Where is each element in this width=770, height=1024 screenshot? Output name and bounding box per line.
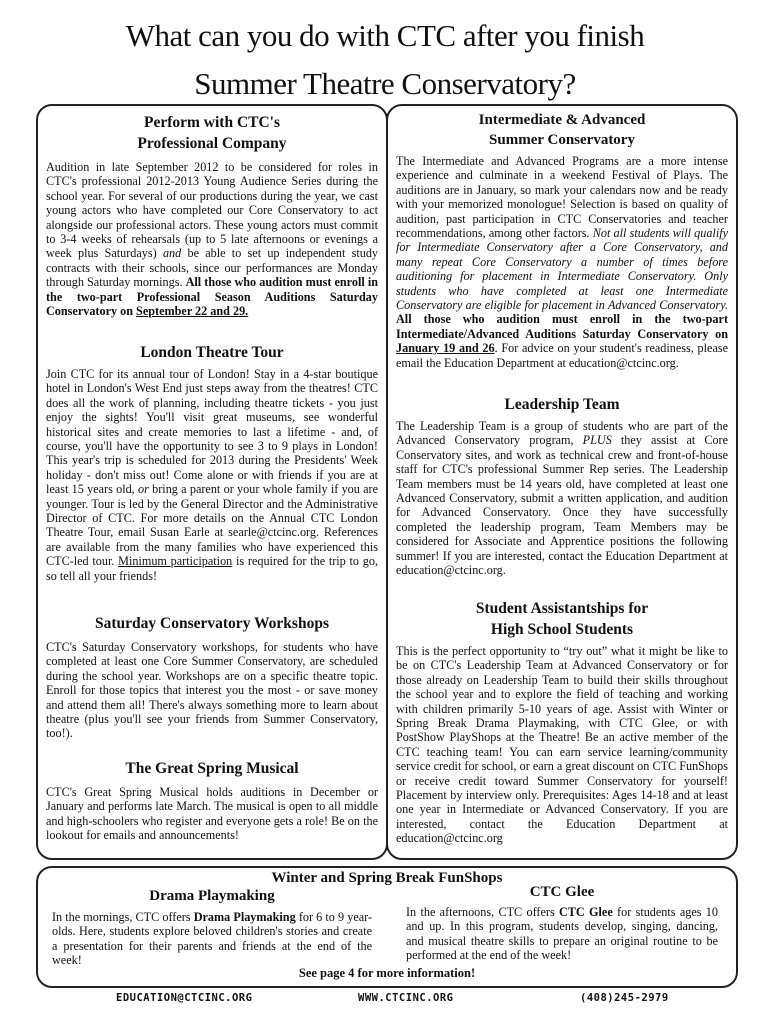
- intermediate-audition-dates: January 19 and 26: [396, 341, 495, 356]
- intermediate-body: [396, 154, 728, 370]
- right-column-box: [386, 104, 738, 860]
- intermediate-heading-line2: Summer Conservatory: [489, 132, 635, 148]
- london-section: [46, 342, 378, 583]
- see-page-note: See page 4 for more information!: [298, 966, 476, 980]
- london-heading: London Theatre Tour: [140, 344, 284, 361]
- assistantship-body: This is the perfect opportunity to “try out” what it might be like to be on CTC's Leadership Team at Advanced Conservatory or for those already on Leadership Team to build their skills throughout the school year and to explore the field of teaching and working with children primarily 5-10 years of age. Assist with Winter or Spring Break Drama Playmaking, with CTC Glee, or with PostShow PlayShops at the Theatre! Be an active member of the CTC teaching team! You can earn service learning/community service credit for school, or earn a great discount on CTC FunShops or receive credit toward Summer Conservatory for yourself! Placement by interview only. Prerequisites: Ages 14-18 and at least one year in Intermediate or Advanced Conservatory. If you are interested, contact the Education Department at education@ctcinc.org: [396, 644, 728, 846]
- musical-body: CTC's Great Spring Musical holds auditions in December or January and performs late March. The musical is open to all middle and high-schoolers who register and everyone gets a role! Be on the lookout for emails and announcements!: [46, 785, 378, 843]
- leadership-body: [396, 419, 728, 577]
- page-title-line1: What can you do with CTC after you finish: [125, 18, 645, 53]
- intermediate-text-2: . For advice on your student's readiness, please email the Education Department at education@ctcinc.org.: [396, 341, 729, 370]
- leadership-text-2: they assist at Core Conservatory sites, and work as technical crew and front-of-house staff for CTC's professional Summer Rep series. The Leadership Team members must be 14 years old, have completed at least one Advanced Conservatory, submit a written application, and audition for Advanced Conservatory. Once they have successfully completed the leadership program, Team Members may be considered for Associate and Apprentice positions the following summer! If you are interested, contact the Education Department at education@ctcinc.org.: [396, 433, 729, 578]
- perform-section: [46, 112, 378, 318]
- drama-body: [52, 910, 372, 968]
- glee-body: [406, 905, 718, 963]
- assistantship-heading-line1: Student Assistantships for: [475, 600, 649, 617]
- perform-text: Audition in late September 2012 to be considered for roles in CTC's professional 2012-2013 Young Audience Series during the school year. For several of our productions during the year, we cast young actors who have completed our Core Conservatory to act alongside our professional actors. These young actors must commit to 3-4 weeks of rehearsals (up to 5 late afternoons or evenings a week plus Saturdays): [46, 160, 378, 261]
- perform-body: [46, 160, 378, 318]
- footer-email: EDUCATION@CTCINC.ORG: [116, 992, 253, 1004]
- perform-heading-line1: Perform with CTC's: [143, 114, 281, 131]
- intermediate-section: [396, 110, 728, 370]
- glee-program-name: CTC Glee: [559, 905, 613, 919]
- left-column-box: [36, 104, 388, 860]
- assistantship-heading-line2: High School Students: [490, 621, 634, 638]
- leadership-text: The Leadership Team is a group of students who are part of the Advanced Conservatory program,: [396, 419, 728, 448]
- ctc-glee-section: [406, 882, 718, 963]
- leadership-heading: Leadership Team: [504, 396, 620, 413]
- musical-heading: The Great Spring Musical: [125, 760, 299, 777]
- funshops-box: [36, 866, 738, 988]
- drama-program-name: Drama Playmaking: [193, 910, 296, 924]
- intermediate-text: The Intermediate and Advanced Programs are a more intense experience and culminate in a weekend Festival of Plays. The auditions are in January, so mark your calendars now and be ready with your memorized monologue! Selection is based on quality of audition, past participation in CTC Conservatories and teacher recommendations, among other factors.: [396, 154, 728, 241]
- glee-text: In the afternoons, CTC offers: [406, 905, 555, 919]
- intermediate-heading-line1: Intermediate & Advanced: [478, 112, 646, 128]
- drama-playmaking-section: [52, 886, 372, 968]
- footer-website: WWW.CTCINC.ORG: [358, 992, 454, 1004]
- musical-section: [46, 758, 378, 843]
- leadership-plus: PLUS: [582, 433, 612, 448]
- workshops-section: [46, 613, 378, 741]
- london-minimum: Minimum participation: [118, 554, 233, 569]
- london-or: or: [138, 482, 149, 497]
- intermediate-italic-note: Not all students will qualify for Intermediate Conservatory after a Core Conservatory, and many repeat Core Conservatory a number of times before auditioning for placement in Intermediate Conservatory. Only students who have completed at least one Intermediate Conservatory are eligible for placement in Advanced Conservatory.: [396, 226, 729, 313]
- london-text: Join CTC for its annual tour of London! Stay in a 4-star boutique hotel in London's West End just steps away from the theatres! CTC does all the work of planning, including theatre tickets - you just enjoy the sights! You'll visit great museums, see wonderful historical sites and create memories to last a lifetime - and, of course, you'll have the opportunity to see 3 to 9 plays in London! This year's trip is scheduled for 2013 during the Presidents' Week holiday - don't miss out! Come alone or with friends if you are at least 15 years old,: [46, 367, 378, 497]
- assistantship-section: [396, 598, 728, 846]
- london-text-2: bring a parent or your whole family if you are younger. Tour is led by the General Director and the Administrative Director of CTC. For more details on the Annual CTC London Theatre Tour, email Susan Earle at searle@ctcinc.org. References are available from the many families who have experienced this CTC-led tour.: [46, 482, 379, 569]
- perform-audition-dates: September 22 and 29.: [136, 304, 249, 319]
- glee-text-2: for students ages 10 and up. In this program, students develop, singing, dancing, and musical theatre skills to prepare an original routine to be performed at the end of the week!: [406, 905, 718, 963]
- drama-heading: Drama Playmaking: [149, 888, 275, 904]
- perform-text-2: be able to set up independent study contracts with their schools, since our performances are Monday through Saturday mornings.: [46, 246, 379, 290]
- workshops-body: CTC's Saturday Conservatory workshops, for students who have completed at least one Core Summer Conservatory, are scheduled during the school year. Workshops are on a specific theatre topic. Enroll for those topics that interest you the most - or save money and attend them all! There's always something more to learn about theatre (plus you'll see your friends from Summer Conservatory, too!).: [46, 640, 378, 741]
- london-text-3: is required for the trip to go, so tell all your friends!: [46, 554, 378, 583]
- funshops-heading: Winter and Spring Break FunShops: [271, 870, 503, 886]
- drama-text: In the mornings, CTC offers: [52, 910, 191, 924]
- intermediate-enroll-note: All those who audition must enroll in the two-part Intermediate/Advanced Auditions Saturday Conservatory on: [396, 312, 728, 341]
- page-title-line2: Summer Theatre Conservatory?: [194, 66, 576, 101]
- footer-phone: (408)245-2979: [580, 992, 669, 1004]
- glee-heading: CTC Glee: [529, 884, 595, 900]
- leadership-section: [396, 394, 728, 577]
- perform-heading-line2: Professional Company: [137, 135, 287, 152]
- perform-and: and: [162, 246, 182, 261]
- drama-text-2: for 6 to 9 year-olds. Here, students explore beloved children's stories and create a presentation for their parents and friends at the end of the week!: [52, 910, 373, 968]
- workshops-heading: Saturday Conservatory Workshops: [95, 615, 329, 632]
- london-body: [46, 367, 378, 583]
- perform-enroll-note: All those who audition must enroll in the two-part Professional Season Auditions Saturday Conservatory on: [46, 275, 378, 319]
